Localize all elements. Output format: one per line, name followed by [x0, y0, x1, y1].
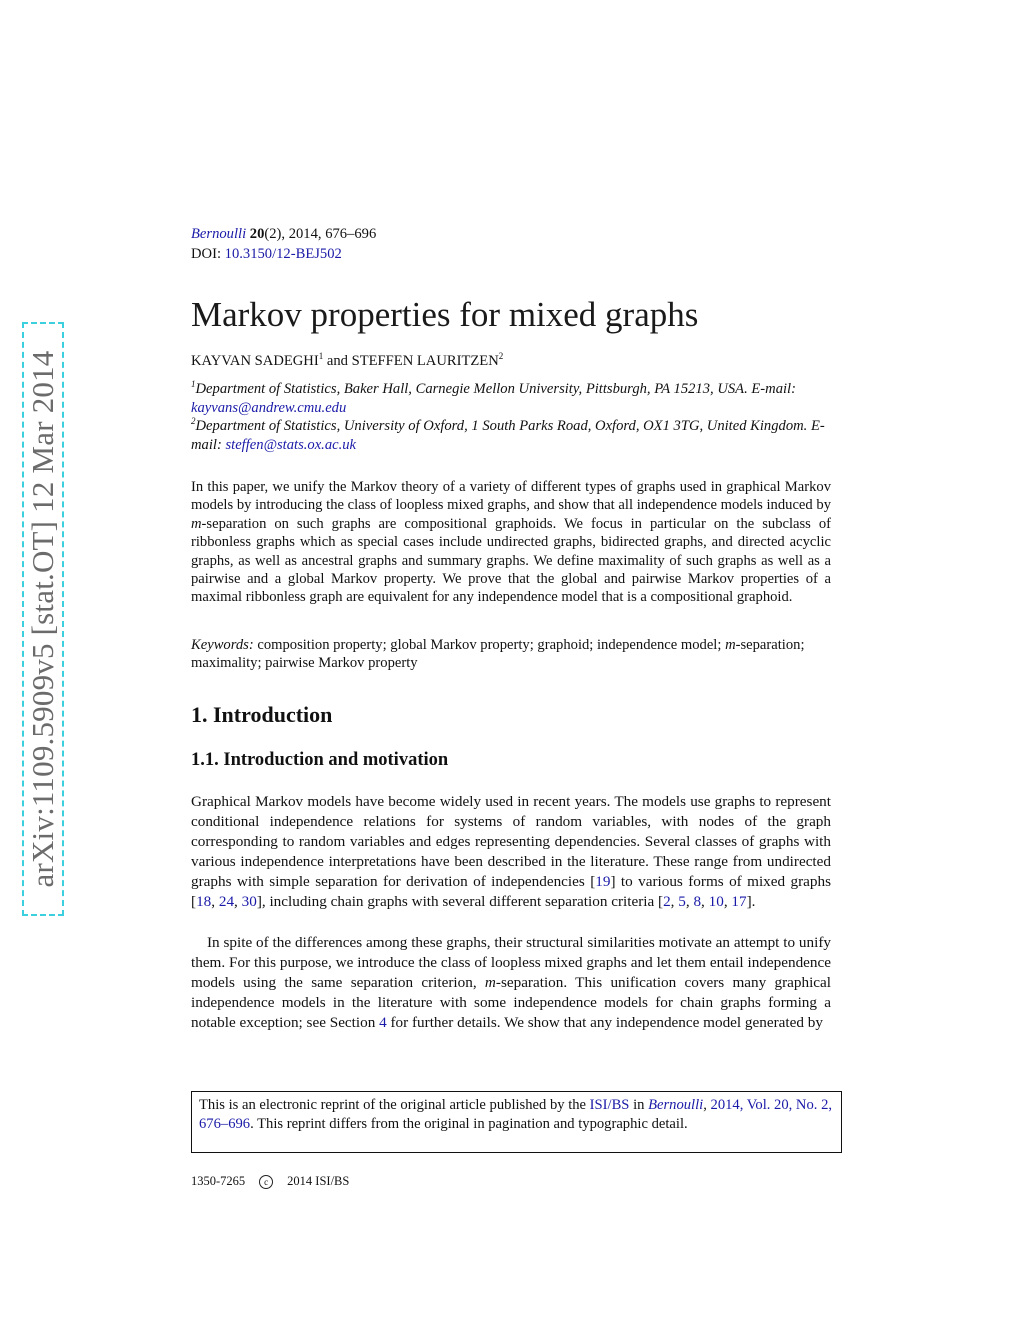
affiliations [191, 380, 831, 454]
citation-link[interactable]: 10 [708, 893, 724, 911]
citation-link[interactable]: 8 [693, 893, 702, 911]
body-paragraph [191, 933, 831, 1033]
arxiv-identifier: arXiv:1109.5909v5 [stat.OT] 12 Mar 2014 [25, 350, 60, 888]
issn: 1350-7265 [191, 1174, 246, 1188]
journal-name-link[interactable]: Bernoulli [191, 226, 247, 242]
body-text: ] to various forms of mixed graphs [ [191, 873, 831, 911]
keywords-label: Keywords: [191, 637, 254, 653]
math-m: m [191, 515, 202, 532]
article-ref-link[interactable]: 2014, Vol. 20, No. 2, 676–696 [199, 1097, 833, 1132]
body-paragraph: Graphical Markov models have become widely used in recent years. The models use graphs to represent conditional independence relations for systems of random variables, with nodes of the graph corresponding to random variables and edges representing dependencies. Several classes of graphs with various independence interpretations have been described in the literature. These range from undirected graphs with simple separation for derivation of independencies [19] to various forms of mixed graphs [18, 24, 30], including chain graphs with several different separation criteria [2, 5, 8, 10, 17]. [191, 793, 831, 911]
journal-issue-pages: (2), 2014, 676–696 [264, 226, 377, 242]
citation-link[interactable]: 18 [196, 893, 212, 911]
email-label: E-mail: [191, 418, 825, 453]
affil-marker: 1 [191, 379, 196, 389]
author-affil-marker: 1 [318, 351, 324, 361]
journal-volume: 20 [249, 226, 265, 242]
body-text: In spite of the differences among these graphs, their structural similarities motivate an attempt to unify them. For this purpose, we introduce the class of loopless mixed graphs and let them entail independence models using the same separation criterion, [191, 934, 831, 992]
paper-title: Markov properties for mixed graphs [191, 295, 699, 334]
author-name: STEFFEN LAURITZEN [351, 353, 499, 369]
copyright-icon: c [259, 1175, 273, 1189]
email-link[interactable]: kayvans@andrew.cmu.edu [191, 399, 347, 416]
doi-label: DOI: [191, 246, 221, 262]
body-text: -separation. This unification covers many graphical independence models in the literature with some independence models for chain graphs forming a notable exception; see Section [191, 974, 831, 1032]
keywords [191, 636, 831, 673]
math-m: m [725, 637, 736, 653]
keywords-text: -separation; maximality; pairwise Markov property [191, 637, 805, 672]
affil-text: Department of Statistics, University of Oxford, 1 South Parks Road, Oxford, OX1 3TG, United Kingdom. [195, 418, 808, 435]
author-conjunction: and [326, 353, 348, 369]
email-link[interactable]: steffen@stats.ox.ac.uk [225, 436, 357, 453]
copyright-text: 2014 ISI/BS [287, 1174, 350, 1188]
section-heading: 1. Introduction [191, 702, 333, 727]
author-list [191, 351, 831, 371]
email-label: E-mail: [751, 381, 796, 397]
doi-link[interactable]: 10.3150/12-BEJ502 [224, 246, 342, 262]
section-ref-link[interactable]: 4 [379, 1014, 387, 1032]
keywords-text: composition property; global Markov property; graphoid; independence model; [253, 637, 726, 653]
doi-line [191, 244, 831, 264]
body-text: for further details. We show that any independence model generated by [386, 1014, 823, 1032]
body-text: ]. [746, 893, 756, 911]
copyright-line [191, 1173, 349, 1189]
affiliation-1 [191, 380, 831, 417]
publisher-link[interactable]: ISI/BS [589, 1097, 630, 1113]
journal-citation [191, 224, 831, 244]
reprint-notice [191, 1091, 842, 1153]
citation-link[interactable]: 24 [218, 893, 235, 911]
author-name: KAYVAN SADEGHI [191, 353, 319, 369]
affiliation-2 [191, 417, 831, 454]
math-m: m [484, 974, 496, 992]
author-affil-marker: 2 [498, 351, 504, 361]
abstract-text: In this paper, we unify the Markov theory of a variety of different types of graphs used in graphical Markov models by introducing the class of loopless mixed graphs, and show that all independence models induced by [191, 479, 831, 514]
citation-link[interactable]: 30 [241, 893, 257, 911]
body-text: ], including chain graphs with several different separation criteria [ [256, 893, 664, 911]
subsection-heading: 1.1. Introduction and motivation [191, 750, 449, 770]
journal-link[interactable]: Bernoulli [648, 1097, 704, 1113]
citation-link[interactable]: 19 [595, 873, 611, 891]
citation-link[interactable]: 17 [731, 893, 747, 911]
affil-marker: 2 [191, 416, 196, 427]
citation-link[interactable]: 2 [663, 893, 671, 911]
reprint-text: . This reprint differs from the original in pagination and typographic detail. [250, 1115, 688, 1132]
reprint-text: , [703, 1097, 711, 1113]
citation-link[interactable]: 5 [678, 893, 686, 911]
body-text: Graphical Markov models have become widely used in recent years. The models use graphs to represent conditional independence relations for systems of random variables, with nodes of the graph corresponding to random variables and edges representing dependencies. Several classes of graphs with various independence interpretations have been described in the literature. These range from undirected graphs with simple separation for derivation of independencies [ [191, 793, 831, 891]
abstract [191, 478, 831, 607]
journal-info [191, 224, 831, 264]
reprint-text: This is an electronic reprint of the original article published by the [199, 1097, 590, 1113]
affil-text: Department of Statistics, Baker Hall, Carnegie Mellon University, Pittsburgh, PA 15213, USA. [195, 381, 748, 397]
reprint-text: in [629, 1097, 649, 1113]
abstract-text: -separation on such graphs are compositional graphoids. We focus in particular on the subclass of ribbonless graphs which as special cases include undirected graphs, bidirected graphs, and directed acyclic graphs, as well as ancestral graphs and summary graphs. We define maximality of such graphs as well as a pairwise and a global Markov property. We prove that the global and pairwise Markov properties of a maximal ribbonless graph are equivalent for any independence model that is a compositional graphoid. [191, 515, 831, 606]
